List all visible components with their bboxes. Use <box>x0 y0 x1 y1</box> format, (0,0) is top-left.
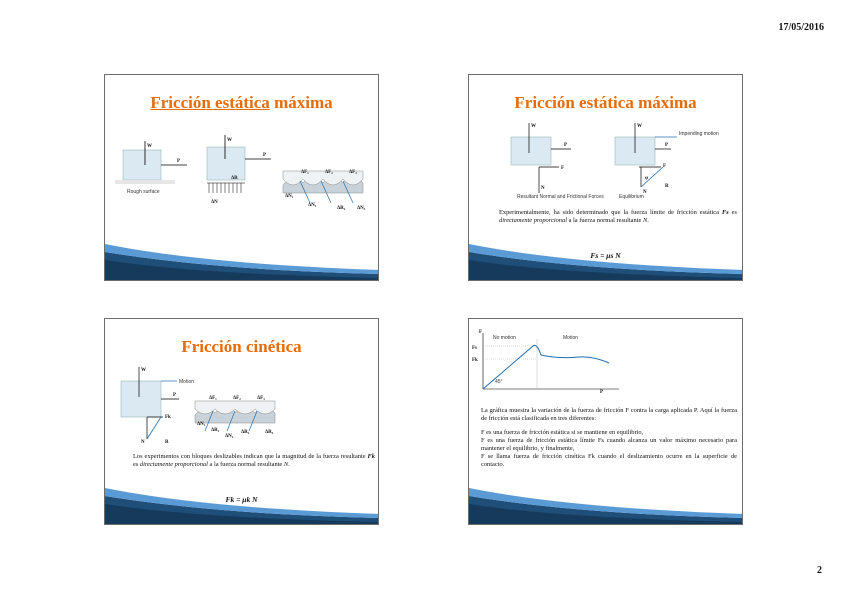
label-motion: Motion <box>563 335 579 341</box>
label-dn1: ΔN₁ <box>197 422 206 427</box>
label-r: R <box>165 440 169 445</box>
slide-paragraph: Los experimentos con bloques deslizables indican que la magnitud de la fuerza resultante Fk es directamente proporcional a la fuerza normal resultante N. <box>133 453 375 468</box>
label-p: P <box>665 143 669 148</box>
slide-paragraph: Experimentalmente, ha sido determinado que la fuerza límite de fricción estática Fs es directamente proporcional a la fuerza normal resultante N. <box>499 209 738 224</box>
label-no-motion: No motion <box>493 335 516 341</box>
page-number: 2 <box>817 565 822 576</box>
slide-static-friction-1 <box>104 74 379 281</box>
label-df2: ΔF₂ <box>233 396 241 401</box>
slide-swoosh-decoration <box>469 484 743 524</box>
block <box>123 150 161 180</box>
slide-static-friction-2 <box>468 74 743 281</box>
slide-title: Fricción cinética <box>181 337 302 356</box>
label-w: W <box>637 124 642 129</box>
label-df1: ΔF₁ <box>209 396 217 401</box>
list-item: F es una fuerza de fricción estática si se mantiene en equilibrio, <box>481 429 644 436</box>
label-equilibrium: Equilibrium <box>619 194 644 200</box>
label-f: F <box>663 164 667 169</box>
slide-paragraph <box>481 407 737 469</box>
label-n: N <box>141 440 145 445</box>
label-w: W <box>531 124 536 129</box>
label-impending-motion: Impending motion <box>679 131 719 137</box>
list-item: F es una fuerza de fricción estática límite Fs cuando alcanza un valor máximo necesario para mantener el equilibrio, y finalmente, <box>481 437 737 452</box>
label-df2: ΔF₂ <box>325 170 333 175</box>
block <box>121 381 161 417</box>
slide-title: Fricción estática máxima <box>514 93 697 112</box>
label-dn2: ΔN₂ <box>225 434 234 439</box>
label-phi: φ <box>645 176 649 181</box>
label-df3: ΔF₃ <box>257 396 265 401</box>
label-delta-r: ΔR <box>231 176 238 181</box>
label-delta-n: ΔN <box>211 200 218 205</box>
slide-kinetic-friction <box>104 318 379 525</box>
label-dr3: ΔR₃ <box>265 430 274 435</box>
rough-surface <box>115 180 175 184</box>
label-df3: ΔF₃ <box>349 170 357 175</box>
label-n: N <box>541 186 545 191</box>
label-dn2: ΔN₂ <box>308 203 317 208</box>
label-dr2: ΔR₂ <box>337 206 346 211</box>
label-w: W <box>141 368 146 373</box>
label-resultant: Resultant Normal and Frictional Forces <box>517 194 604 200</box>
label-p: P <box>173 393 177 398</box>
label-w: W <box>227 138 232 143</box>
label-fk: Fk <box>165 415 171 420</box>
label-p: P <box>263 153 267 158</box>
equation-static: Fs = μs N <box>590 251 621 260</box>
axis-y-label: F <box>479 330 483 335</box>
label-dn3: ΔN₃ <box>357 206 366 211</box>
axis-x-label: P <box>600 390 604 395</box>
label-dr1: ΔR₁ <box>211 428 220 433</box>
label-n: N <box>643 190 647 195</box>
block <box>511 137 551 165</box>
label-dr2: ΔR₂ <box>241 430 250 435</box>
label-f: F <box>561 166 565 171</box>
list-item: F se llama fuerza de fricción cinética Fk cuando el deslizamiento ocurre en la superficie de contacto. <box>481 453 737 468</box>
label-p: P <box>564 143 568 148</box>
label-p: P <box>177 159 181 164</box>
label-surface: Rough surface <box>127 189 160 195</box>
label-motion: Motion <box>179 379 195 385</box>
slide-friction-graph <box>468 318 743 525</box>
slide-title-rest: máxima <box>269 93 333 112</box>
slide-swoosh-decoration <box>105 240 379 280</box>
label-angle: 45° <box>495 379 503 385</box>
label-fs: Fs <box>472 346 477 351</box>
equation-kinetic: Fk = μk N <box>225 495 258 504</box>
label-dn1: ΔN₁ <box>285 194 294 199</box>
label-df1: ΔF₁ <box>301 170 309 175</box>
header-date: 17/05/2016 <box>778 22 824 33</box>
label-w: W <box>147 144 152 149</box>
intro-text: La gráfica muestra la variación de la fuerza de fricción F contra la carga aplicada P. Aquí la fuerza de fricción está clasificada en tres diferentes: <box>481 407 737 422</box>
label-r: R <box>665 184 669 189</box>
slide-swoosh-decoration <box>105 484 379 524</box>
slide-title-underlined: Fricción estática <box>150 93 270 112</box>
slide-swoosh-decoration <box>469 240 743 280</box>
block <box>207 147 245 180</box>
label-fk: Fk <box>472 358 478 363</box>
